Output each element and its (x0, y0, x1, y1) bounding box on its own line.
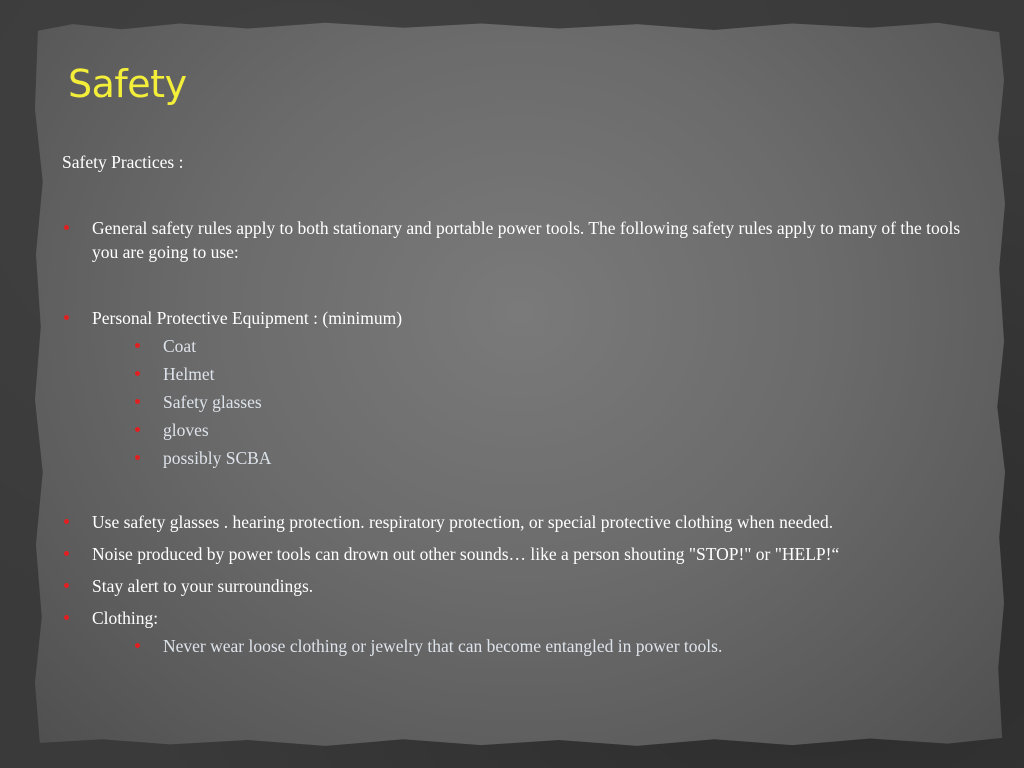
sub-bullet-item: Coat (92, 334, 962, 358)
sub-bullet-item: possibly SCBA (92, 446, 962, 470)
sub-bullet-item: Safety glasses (92, 390, 962, 414)
intro-text: Safety Practices : (62, 152, 184, 172)
bullet-item: Use safety glasses . hearing protection. respiratory protection, or special protective clothing when needed. (62, 510, 962, 534)
sub-bullet-item: gloves (92, 418, 962, 442)
bullet-item: General safety rules apply to both stationary and portable power tools. The following safety rules apply to many of the tools you are going to use: (62, 216, 962, 264)
bullet-item: Stay alert to your surroundings. (62, 574, 962, 598)
slide-body (62, 150, 962, 666)
bullet-text: Clothing: (92, 608, 159, 628)
sub-bullet-list (92, 634, 962, 658)
bullet-item (62, 606, 962, 658)
sub-bullet-list (92, 334, 962, 470)
sub-bullet-item: Never wear loose clothing or jewelry that can become entangled in power tools. (92, 634, 962, 658)
bullet-item (62, 306, 962, 470)
bullet-item: Noise produced by power tools can drown out other sounds… like a person shouting "STOP!" or "HELP!“ (62, 542, 962, 566)
bullet-text: Personal Protective Equipment : (minimum) (92, 308, 403, 328)
sub-bullet-item: Helmet (92, 362, 962, 386)
bullet-list (62, 216, 962, 658)
slide-title: Safety (68, 62, 187, 106)
